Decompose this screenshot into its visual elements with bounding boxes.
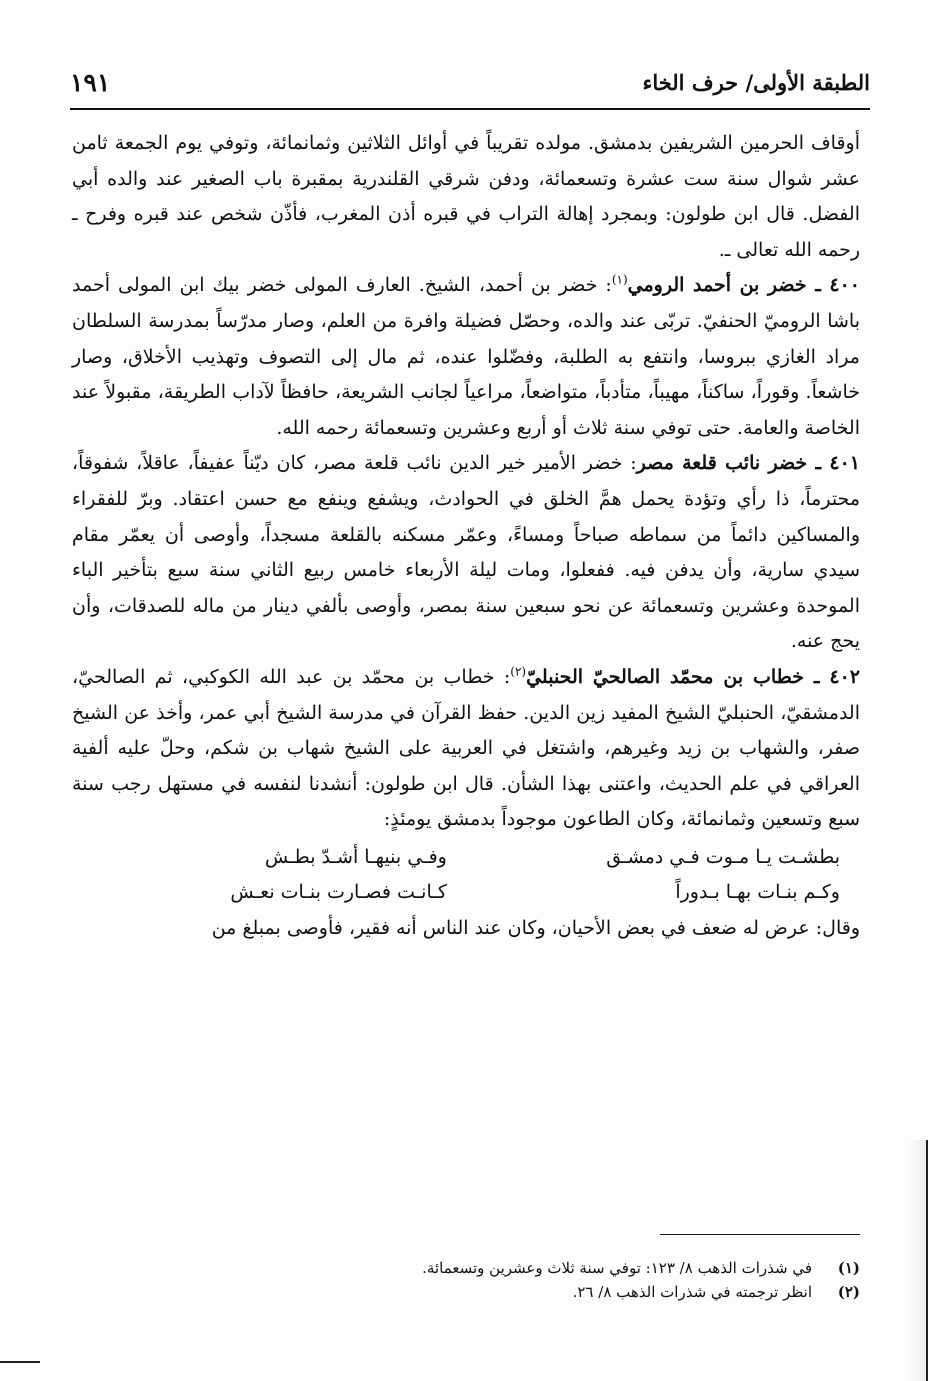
running-title: الطبقة الأولى/ حرف الخاء [642, 70, 870, 95]
footnotes [72, 1256, 860, 1304]
continuation-text: أوقاف الحرمين الشريفين بدمشق. مولده تقريباً في أوائل الثلاثين وثمانمائة، وتوفي يوم الجمعة ثامن عشر شوال سنة ست عشرة وتسعمائة، ودفن شرقي القلندرية بمقبرة باب الصغير عند والده أبي الفضل. قال ابن طولون: وبمجرد إهالة التراب في قبره أذن المغرب، فأذّن شخص عند قبره وفرح ـ رحمه الله تعالى ـ. [72, 132, 860, 261]
poem-line [72, 875, 860, 911]
header-rule [70, 108, 870, 110]
scan-edge-bottom [0, 1361, 40, 1363]
footnote-mark-1: (١) [611, 273, 628, 288]
poem-first-hemistich: وكـم بنـات بهـا بـدوراً [675, 881, 840, 904]
footnote-text: في شذرات الذهب ٨/ ١٢٣: توفي سنة ثلاث وعشرين وتسعمائة. [422, 1259, 812, 1277]
entry-400-text: : خضر بن أحمد، الشيخ. العارف المولى خضر بيك ابن المولى أحمد باشا الروميّ الحنفيّ. تربّى عند والده، وحصّل فضيلة وافرة من العلم، وصار مدرّساً بمدرسة السلطان مراد الغازي ببروسا، وانتفع به الطلبة، وفضّلوا عنده، ثم مال إلى التصوف وتهذيب الأخلاق، وصار خاشعاً. وقوراً، ساكناً، مهيباً، متأدباً، متواضعاً، مراعياً لجانب الشريعة، حافظاً لآداب الطريقة، مقبولاً عند الخاصة والعامة. حتى توفي سنة ثلاث أو أربع وعشرين وتسعمائة رحمه الله. [72, 274, 860, 439]
poem-first-hemistich: بطشـت يـا مـوت فـي دمشـق [606, 845, 840, 868]
closing-text: وقال: عرض له ضعف في بعض الأحيان، وكان عند الناس أنه فقير، فأوصى بمبلغ من [211, 917, 860, 940]
closing-paragraph [72, 911, 860, 947]
poem-second-hemistich: كـانـت فصـارت بنـات نعـش [230, 881, 447, 904]
entry-402 [72, 660, 860, 838]
footnote-item [72, 1256, 860, 1280]
footnote-text: انظر ترجمته في شذرات الذهب ٨/ ٢٦. [572, 1283, 812, 1301]
poem-line [72, 840, 860, 876]
poem-second-hemistich: وفـي بنيهـا أشـدّ بطـش [264, 845, 447, 868]
entry-400-heading: ٤٠٠ ـ خضر بن أحمد الرومي [627, 274, 860, 297]
entry-401 [72, 446, 860, 660]
page-number: ١٩١ [70, 68, 111, 97]
entry-400 [72, 268, 860, 446]
footnote-item [72, 1280, 860, 1304]
entry-402-heading: ٤٠٢ ـ خطاب بن محمّد الصالحيّ الحنبليّ [526, 665, 861, 688]
page-header [70, 62, 870, 110]
footnote-number: (١) [837, 1259, 860, 1277]
entry-401-text: : خضر الأمير خير الدين نائب قلعة مصر، كان ديّناً عفيفاً، عاقلاً، شفوقاً، محترماً، ذا رأي وتؤدة يحمل همَّ الخلق في الحوادث، ويشفع وينفع مع حسن اعتقاد. وبرّ للفقراء والمساكين دائماً من سماطه صباحاً ومساءً، وعمّر مسكنه بالقلعة مسجداً، وأوصى أن يعمّر مقام سيدي سارية، وأن يدفن فيه. ففعلوا، ومات ليلة الأربعاء خامس ربيع الثاني سنة سبع بتأخير الباء الموحدة وعشرين وتسعمائة عن نحو سبعين سنة بمصر، وأوصى بألفي دينار من ماله للصدقات، وأن يحج عنه. [72, 452, 860, 653]
footnote-mark-2: (٢) [510, 664, 527, 679]
poem [72, 840, 860, 911]
scan-edge-right [908, 1140, 928, 1381]
entry-402-text: : خطاب بن محمّد بن عبد الله الكوكبي، ثم الصالحيّ، الدمشقيّ، الحنبليّ الشيخ المفيد زين الدين. حفظ القرآن في مدرسة الشيخ أبي عمر، وأخذ عن الشيخ صفر، والشهاب بن زيد وغيرهم، واشتغل في العربية على الشيخ شهاب بن شكم، وحلّ عليه ألفية العراقي في علم الحديث، واعتنى بهذا الشأن. قال ابن طولون: أنشدنا لنفسه في مستهل رجب سنة سبع وتسعين وثمانمائة، وكان الطاعون موجوداً بدمشق يومئذٍ: [72, 665, 860, 831]
continuation-paragraph [72, 126, 860, 268]
footnote-separator [660, 1234, 860, 1235]
entry-401-heading: ٤٠١ ـ خضر نائب قلعة مصر [636, 452, 860, 475]
footnote-number: (٢) [837, 1283, 860, 1301]
main-text [72, 126, 860, 947]
